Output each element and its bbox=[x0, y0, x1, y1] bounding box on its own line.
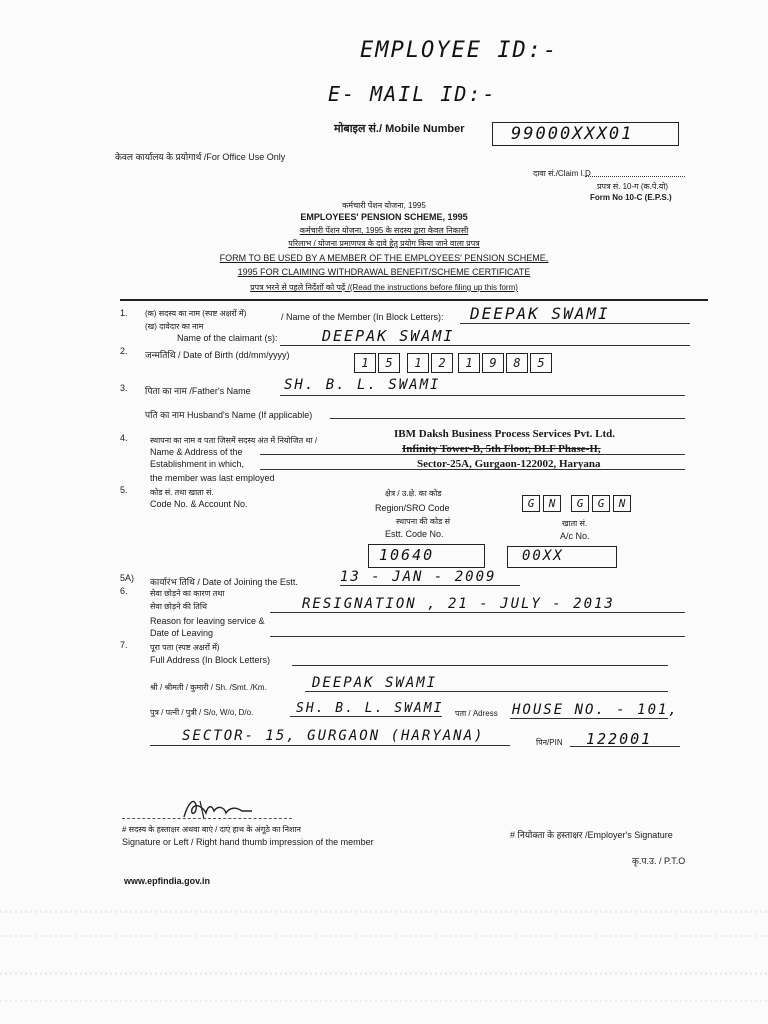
field1-number: 1. bbox=[120, 308, 128, 318]
father-label: पिता का नाम /Father's Name bbox=[145, 386, 251, 396]
shri-value: DEEPAK SWAMI bbox=[312, 675, 438, 691]
employer-address2: Sector-25A, Gurgaon-122002, Haryana bbox=[417, 458, 601, 470]
claim-id-line bbox=[585, 176, 685, 177]
office-use-label: केवल कार्यालय के प्रयोगार्थ /For Office Use Only bbox=[115, 152, 286, 162]
relation-value: SH. B. L. SWAMI bbox=[296, 701, 444, 716]
region-label: Region/SRO Code bbox=[375, 503, 450, 513]
scan-noise-4 bbox=[0, 1000, 768, 1002]
member-name-line bbox=[460, 323, 690, 324]
field5-label-hindi: कोड सं. तथा खाता सं. bbox=[150, 488, 214, 497]
field6-number: 6. bbox=[120, 586, 128, 596]
employer-sig-label: # नियोक्ता के हस्ताक्षर /Employer's Signature bbox=[510, 830, 673, 840]
leaving-line2 bbox=[270, 636, 685, 637]
member-sig-label: Signature or Left / Right hand thumb impression of the member bbox=[122, 837, 374, 847]
form-no-hindi: प्रपत्र सं. 10-ग (क.पे.यो) bbox=[597, 182, 669, 191]
leaving-line1 bbox=[270, 612, 685, 613]
ac-label: A/c No. bbox=[560, 531, 590, 541]
title-line2: 1995 FOR CLAIMING WITHDRAWAL BENEFIT/SCHEME CERTIFICATE bbox=[237, 267, 531, 277]
field6-hindi1: सेवा छोड़ने का कारण तथा bbox=[150, 589, 225, 598]
pin-line bbox=[570, 746, 680, 747]
region-code-3: G bbox=[571, 495, 589, 512]
dob-y2: 9 bbox=[482, 353, 504, 373]
field5a-number: 5A) bbox=[120, 573, 135, 583]
dob-y3: 8 bbox=[506, 353, 528, 373]
pto-label: कृ.प.उ. / P.T.O bbox=[632, 856, 686, 866]
form-no: Form No 10-C (E.P.S.) bbox=[590, 193, 672, 202]
dob-label: जन्मतिथि / Date of Birth (dd/mm/yyyy) bbox=[145, 350, 290, 360]
member-name-value: DEEPAK SWAMI bbox=[470, 304, 610, 323]
region-code-4: G bbox=[592, 495, 610, 512]
relation-label: पुत्र / पत्नी / पुत्री / S/o, W/o, D/o. bbox=[150, 708, 254, 717]
field1-label-hindi: (क) सदस्य का नाम (स्पष्ट अक्षरों में) bbox=[145, 309, 247, 318]
region-code-1: G bbox=[522, 495, 540, 512]
claimant-line bbox=[280, 345, 690, 346]
ac-no-box bbox=[507, 546, 617, 568]
scan-noise-1 bbox=[0, 910, 768, 913]
scan-noise-3 bbox=[0, 972, 768, 975]
field6-hindi2: सेवा छोड़ने की तिथि bbox=[150, 602, 208, 611]
member-sig-line bbox=[122, 818, 292, 819]
claimant-value: DEEPAK SWAMI bbox=[322, 327, 455, 345]
claim-id-label: दावा सं./Claim I.D bbox=[533, 169, 591, 178]
title-hindi-line2: परिलाभ / योजना प्रमाणपत्र के दावे हेतु प्रयोग किया जाने वाला प्रपत्र bbox=[288, 239, 480, 248]
region-code-2: N bbox=[543, 495, 561, 512]
scan-noise-2 bbox=[0, 935, 768, 937]
field6-label1: Reason for leaving service & bbox=[150, 616, 265, 626]
field1b-label-hindi: (ख) दावेदार का नाम bbox=[145, 322, 204, 331]
mobile-label: मोबाइल सं./ Mobile Number bbox=[334, 123, 465, 135]
ac-label-hindi: खाता सं. bbox=[562, 519, 588, 528]
employer-address1: Infinity Tower-B, 5th Floor, DLF Phase-II, bbox=[402, 443, 601, 455]
employee-id-label: EMPLOYEE ID:- bbox=[360, 38, 559, 63]
dob-d1: 1 bbox=[354, 353, 376, 373]
address-line1 bbox=[510, 718, 668, 719]
member-sig-hindi: # सदस्य के हस्ताक्षर अथवा बाएं / दाएं हाथ के अंगूठे का निशान bbox=[122, 825, 301, 834]
estt-code-box bbox=[368, 544, 485, 568]
field7-hindi: पूरा पता (स्पष्ट अक्षरों में) bbox=[150, 643, 220, 652]
field7-number: 7. bbox=[120, 640, 128, 650]
title-divider bbox=[120, 299, 708, 301]
address-label: Full Address (In Block Letters) bbox=[150, 655, 271, 665]
employer-line1 bbox=[260, 454, 685, 455]
field4-label-hindi: स्थापना का नाम व पता जिसमें सदस्य अंत में नियोजित था / bbox=[150, 436, 318, 445]
field4-label2: Establishment in which, bbox=[150, 459, 245, 469]
mobile-value: 99000XXX01 bbox=[511, 124, 634, 144]
field4-label3: the member was last employed bbox=[150, 473, 275, 483]
region-label-hindi: क्षेत्र / उ.क्षे. का कोड bbox=[385, 489, 442, 498]
title-line1: FORM TO BE USED BY A MEMBER OF THE EMPLOYEES' PENSION SCHEME, bbox=[219, 253, 549, 263]
shri-line bbox=[305, 691, 668, 692]
estt-label: Estt. Code No. bbox=[385, 529, 444, 539]
leaving-value: RESIGNATION , 21 - JULY - 2013 bbox=[302, 596, 615, 612]
address-field-label: पता / Adress bbox=[455, 709, 498, 718]
employer-line2 bbox=[260, 469, 685, 470]
address-line2 bbox=[150, 745, 510, 746]
mobile-box bbox=[492, 122, 679, 146]
field4-label1: Name & Address of the bbox=[150, 447, 243, 457]
doj-label: कार्यारंभ तिथि / Date of Joining the Estt. bbox=[150, 577, 298, 587]
field4-number: 4. bbox=[120, 433, 128, 443]
relation-line bbox=[290, 716, 442, 717]
field5-label: Code No. & Account No. bbox=[150, 499, 248, 509]
region-code-5: N bbox=[613, 495, 631, 512]
doj-line bbox=[340, 585, 520, 586]
website-label: www.epfindia.gov.in bbox=[124, 876, 211, 886]
dob-y1: 1 bbox=[458, 353, 480, 373]
father-line bbox=[280, 395, 685, 396]
husband-label: पति का नाम Husband's Name (If applicable) bbox=[145, 410, 313, 420]
shri-label: श्री / श्रीमती / कुमारी / Sh. /Smt. /Km. bbox=[150, 683, 267, 692]
pin-label: पिन/PIN bbox=[536, 738, 563, 747]
field1-label: / Name of the Member (In Block Letters): bbox=[281, 312, 444, 322]
claimant-label: Name of the claimant (s): bbox=[177, 333, 278, 343]
dob-y4: 5 bbox=[530, 353, 552, 373]
dob-d2: 5 bbox=[378, 353, 400, 373]
title-hindi-scheme: कर्मचारी पेंशन योजना, 1995 bbox=[342, 201, 426, 210]
dob-m1: 1 bbox=[407, 353, 429, 373]
email-id-label: E- MAIL ID:- bbox=[328, 82, 497, 106]
field3-number: 3. bbox=[120, 383, 128, 393]
title-hindi-line1: कर्मचारी पेंशन योजना, 1995 के सदस्य द्वारा केवल निकासी bbox=[299, 226, 469, 235]
estt-code-value: 10640 bbox=[379, 546, 435, 564]
doj-value: 13 - JAN - 2009 bbox=[340, 569, 497, 585]
address-value2: SECTOR- 15, GURGAON (HARYANA) bbox=[182, 728, 485, 744]
address-value1: HOUSE NO. - 101, bbox=[512, 702, 679, 718]
address-line bbox=[292, 665, 668, 666]
title-scheme: EMPLOYEES' PENSION SCHEME, 1995 bbox=[300, 212, 468, 222]
field6-label2: Date of Leaving bbox=[150, 628, 214, 638]
title-instructions: प्रपत्र भरने से पहले निर्देशों को पढ़ें /(Read the instructions before filing up this form) bbox=[250, 283, 518, 292]
pin-value: 122001 bbox=[586, 730, 653, 748]
field5-number: 5. bbox=[120, 485, 128, 495]
estt-label-hindi: स्थापना की कोड सं bbox=[396, 517, 450, 526]
field2-number: 2. bbox=[120, 346, 128, 356]
husband-line bbox=[330, 418, 685, 419]
employer-name: IBM Daksh Business Process Services Pvt. Ltd. bbox=[394, 428, 616, 440]
ac-no-value: 00XX bbox=[522, 548, 564, 564]
father-value: SH. B. L. SWAMI bbox=[284, 377, 441, 393]
dob-m2: 2 bbox=[431, 353, 453, 373]
